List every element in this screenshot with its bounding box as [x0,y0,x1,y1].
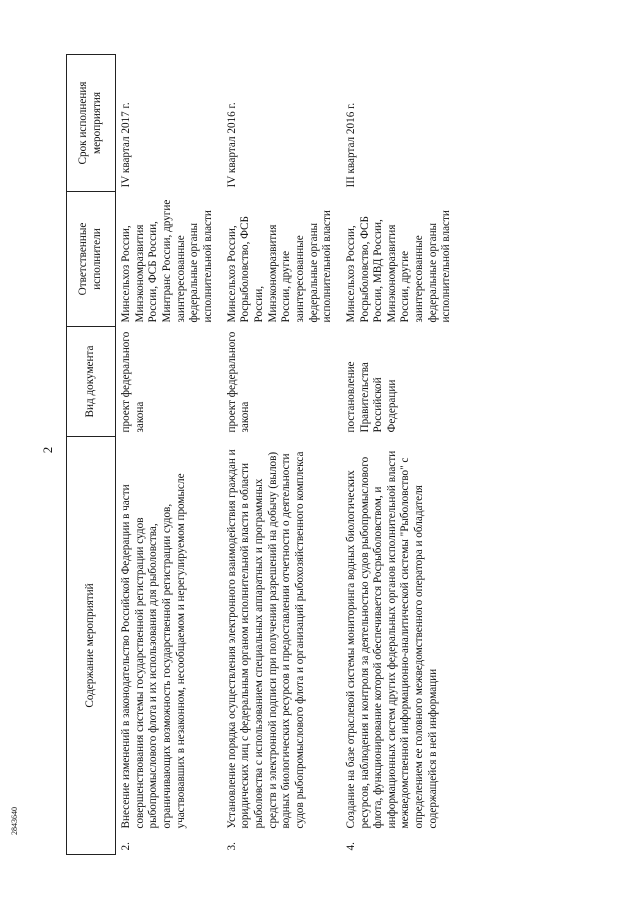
row-term: IV квартал 2017 г. [120,102,132,188]
row-executors: Минсельхоз России, Минэкономразвития России, ФСБ России, Минтранс России, другие заинтересованные федеральные органы исполнительной власти [120,199,214,323]
row-content: Внесение изменений в законодательство Российской Федерации в части совершенствования системы государственной регистрации судов рыбопромыслового флота и их использования для рыболовства, ограничивающих возможность государственной регистрации судов, участвовавших в незаконном, несообщаемом и нерегулируемом промысле [120,473,187,829]
table-row [341,55,460,855]
measures-table [66,54,460,855]
header-content: Содержание мероприятий [67,437,116,855]
header-term: Срок исполнения мероприятия [67,55,116,192]
row-number: 4. [344,842,357,851]
row-executors: Минсельхоз России, Росрыболовство, ФСБ России, МВД России, Минэкономразвития России, другие заинтересованные федеральные органы исполнительной власти [344,210,453,323]
header-executors: Ответственные исполнители [67,192,116,327]
row-doc-type: проект федерального закона [120,331,146,433]
table-row [222,55,341,855]
row-executors: Минсельхоз России, Росрыболовство, ФСБ России, Минэкономразвития России, другие заинтересованные федеральные органы исполнительной власти [225,210,334,323]
header-doc-type: Вид документа [67,327,116,437]
row-content: Создание на базе отраслевой системы мониторинга водных биологических ресурсов, наблюдения и контроля за деятельностью судов рыбопромыслового флота, функционирование которой обеспечивается Росрыболовством, и информационных систем других федеральных органов исполнительной власти межведомственной информационно-аналитической системы "Рыболовство" с определением ее головного межведомственного оператора и обладателя содержащейся в ней информации [344,450,439,829]
row-content-cell [116,437,222,855]
table-header-row [67,55,116,855]
document-code: 2843640 [10,807,19,835]
row-number: 3. [225,842,238,851]
row-number: 2. [120,842,132,851]
row-content: Установление порядка осуществления электронного взаимодействия граждан и юридических лиц с федеральным органом исполнительной власти в области рыболовства с использованием специальных аппаратных и программных средств и электронной подписи при получении разрешений на добычу (вылов) водных биологических ресурсов и предоставлении отчетности о деятельности судов рыбопромыслового флота и организаций рыбохозяйственного комплекса [225,449,306,829]
page-number: 2 [40,446,55,454]
row-term: III квартал 2016 г. [344,102,357,188]
row-doc-type: постановление Правительства Российской Федерации [344,361,398,433]
table-row [116,55,222,855]
row-doc-type: проект федерального закона [225,331,252,433]
row-term: IV квартал 2016 г. [225,102,238,188]
row-content-cell [222,437,341,855]
row-content-cell [341,437,460,855]
rotated-table-container [66,55,606,855]
